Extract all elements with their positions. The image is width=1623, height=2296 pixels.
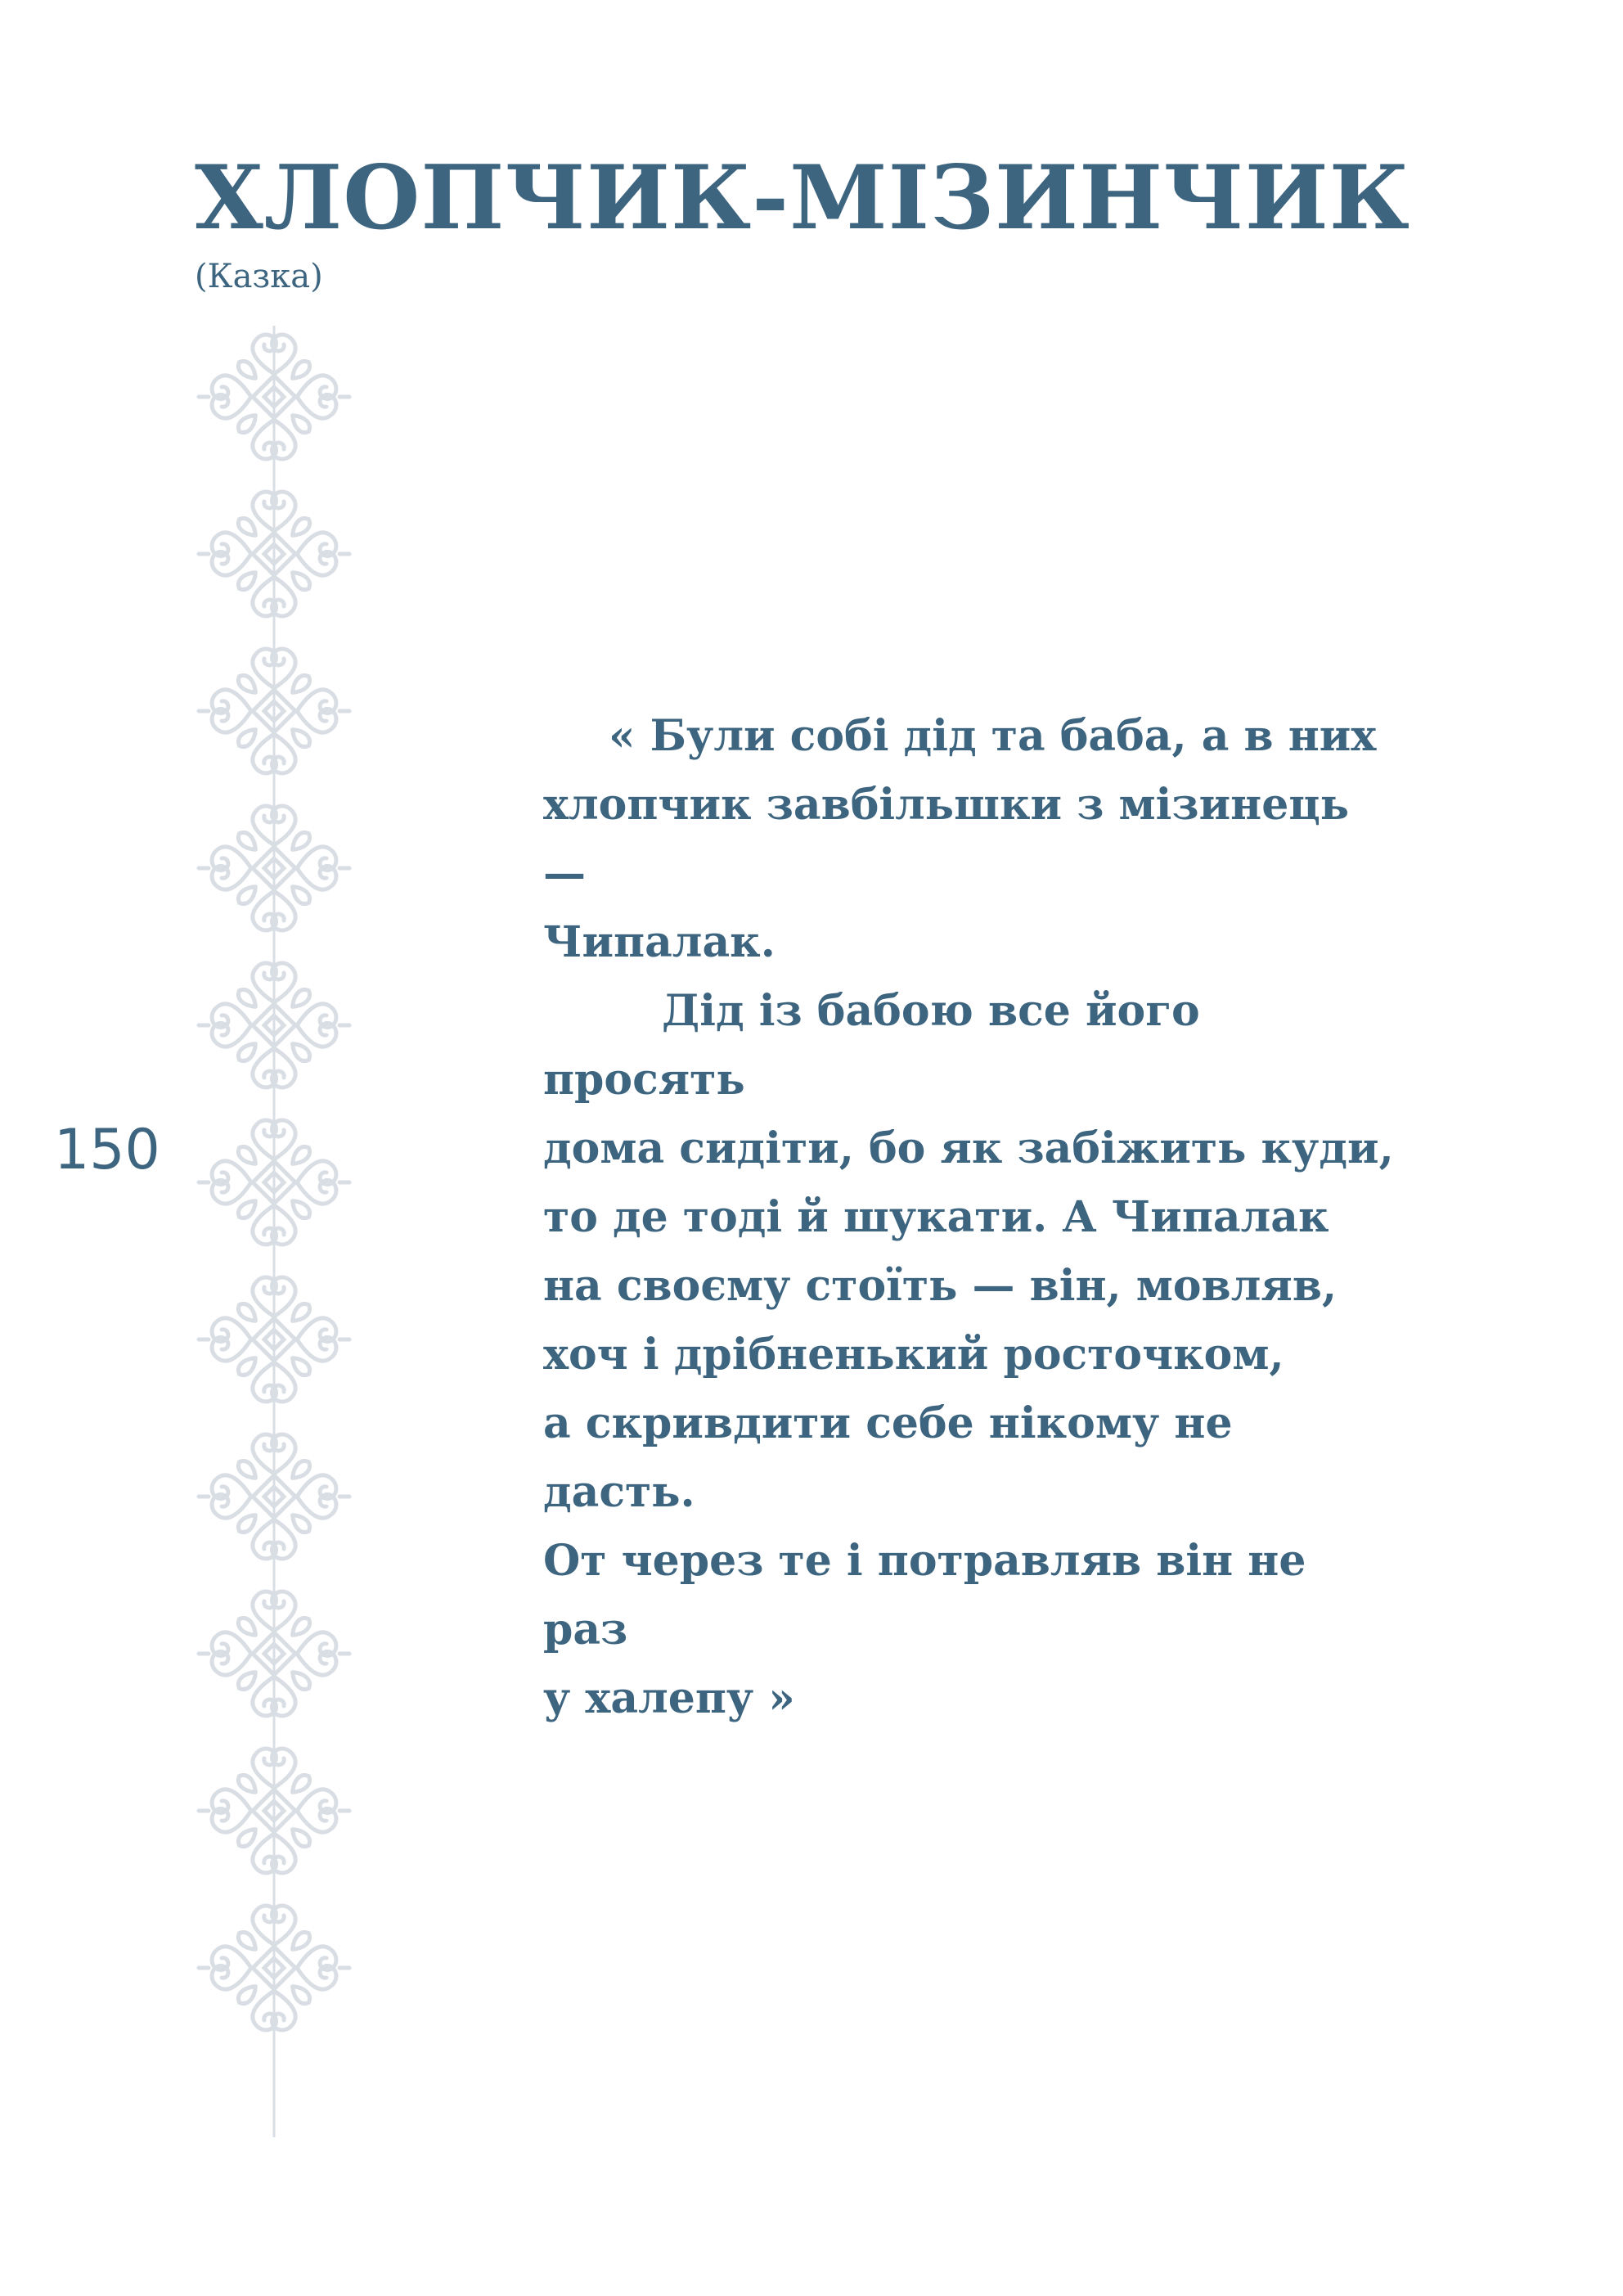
quote-block [543,702,1394,1733]
page-number: 150 [54,1118,160,1182]
ornament-border [195,319,353,2144]
page-subtitle: (Казка) [195,258,323,295]
ornament-svg [195,319,353,2144]
quote-paragraph-1: « Були собі дід та баба, а в них хлопчик завбільшки з мізинець — Чипалак. [543,711,1377,967]
quote-paragraph-2: Дід із бабою все його просять дома сидіти, бо як забіжить куди, то де тоді й шукати. А Чипалак на своєму стоїть — він, мовляв, хоч і дрібненький росточком, а скривдити себе нікому не дасть. От через те і потравляв він не раз у халепу » [543,986,1394,1723]
page-title: ХЛОПЧИК-МІЗИНЧИК [195,146,1411,250]
